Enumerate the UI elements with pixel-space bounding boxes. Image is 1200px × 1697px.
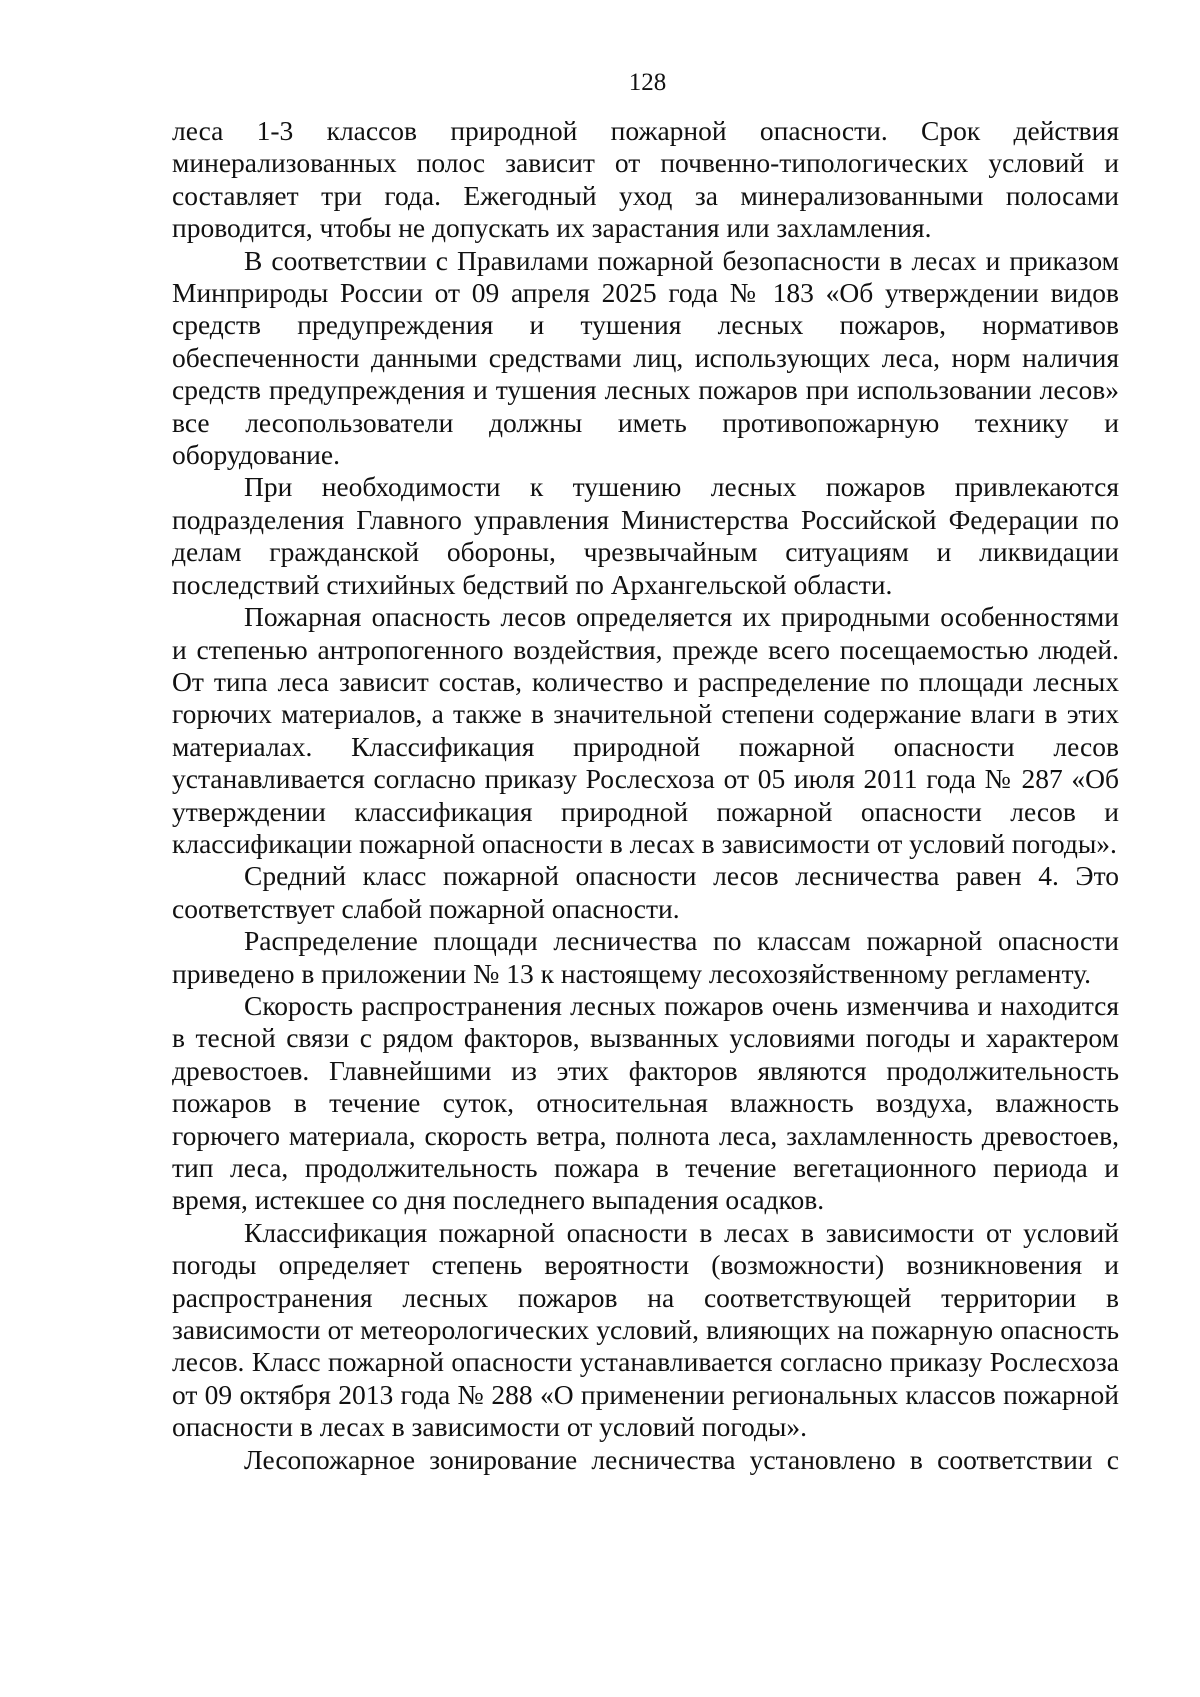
page-number: 128 [628,69,667,96]
document-body [172,115,1119,1476]
paragraph-fire-spread-speed: Скорость распространения лесных пожаров очень изменчива и находится в тесной связи с рядом факторов, вызванных условиями погоды и характером древостоев. Главнейшими из этих факторов являются продолжительность пожаров в течение суток, относительная влажность воздуха, влажность горючего материала, скорость ветра, полнота леса, захламленность древостоев, тип леса, продолжительность пожара в течение вегетационного периода и время, истекшее со дня последнего выпадения осадков. [172,989,1119,1216]
paragraph-emergency-ministry: При необходимости к тушению лесных пожаров привлекаются подразделения Главного управления Министерства Российской Федерации по делам гражданской обороны, чрезвычайным ситуациям и ликвидации последствий стихийных бедствий по Архангельской области. [172,471,1119,600]
paragraph-weather-classification: Классификация пожарной опасности в лесах в зависимости от условий погоды определяет степень вероятности (возможности) возникновения и распространения лесных пожаров на соответствующей территории в зависимости от метеорологических условий, влияющих на пожарную опасность лесов. Класс пожарной опасности устанавливается согласно приказу Рослесхоза от 09 октября 2013 года № 288 «О применении региональных классов пожарной опасности в лесах в зависимости от условий погоды». [172,1216,1119,1443]
paragraph-mineralized-strips: леса 1-3 классов природной пожарной опасности. Срок действия минерализованных полос зависит от почвенно-типологических условий и составляет три года. Ежегодный уход за минерализованными полосами проводится, чтобы не допускать их зарастания или захламления. [172,115,1119,244]
paragraph-fire-hazard-classification: Пожарная опасность лесов определяется их природными особенностями и степенью антропогенного воздействия, прежде всего посещаемостью людей. От типа леса зависит состав, количество и распределение по площади лесных горючих материалов, а также в значительной степени содержание влаги в этих материалах. Классификация природной пожарной опасности лесов устанавливается согласно приказу Рослесхоза от 05 июля 2011 года № 287 «Об утверждении классификация природной пожарной опасности лесов и классификации пожарной опасности в лесах в зависимости от условий погоды». [172,601,1119,859]
paragraph-fire-safety-rules: В соответствии с Правилами пожарной безопасности в лесах и приказом Минприроды России от 09 апреля 2025 года № 183 «Об утверждении видов средств предупреждения и тушения лесных пожаров, нормативов обеспеченности данными средствами лиц, использующих леса, норм наличия средств предупреждения и тушения лесных пожаров при использовании лесов» все лесопользователи должны иметь противопожарную технику и оборудование. [172,244,1119,471]
paragraph-area-distribution: Распределение площади лесничества по классам пожарной опасности приведено в приложении № 13 к настоящему лесохозяйственному регламенту. [172,925,1119,989]
paragraph-zoning: Лесопожарное зонирование лесничества установлено в соответствии с [244,1443,1119,1475]
paragraph-average-class: Средний класс пожарной опасности лесов лесничества равен 4. Это соответствует слабой пожарной опасности. [172,860,1119,924]
